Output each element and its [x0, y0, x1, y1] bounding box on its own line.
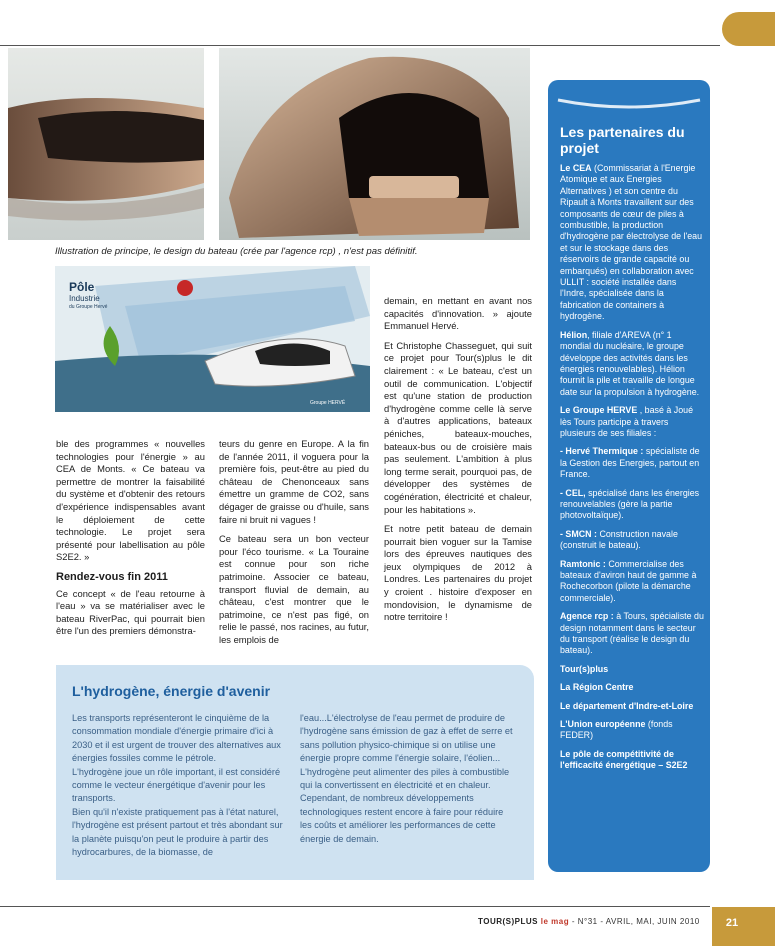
sidebar-body — [560, 163, 704, 779]
partner-description: Construction navale (construit le bateau). — [560, 528, 678, 551]
partner-item — [560, 749, 704, 772]
partner-item — [560, 701, 704, 712]
sidebar-title: Les partenaires du projet — [560, 124, 685, 156]
col2-paragraph-1: teurs du genre en Europe. A la fin de l'année 2011, il voguera pour la première fois, peut-être au pied du château de Chenonceaux sans émettre un gramme de CO2, sans dégager de graisse ou d'huile, sans faire ni bruit ni vagues ! — [219, 438, 369, 525]
top-rule — [0, 45, 720, 46]
boat-photo-right — [219, 48, 530, 240]
partner-item — [560, 488, 704, 522]
partner-name: Tour(s)plus — [560, 663, 609, 674]
partner-name: L'Union européenne — [560, 719, 646, 730]
hydrogen-left-column — [72, 712, 287, 859]
article-column-2 — [219, 438, 369, 654]
boat-photo-left — [8, 48, 204, 240]
col3-paragraph-2: Et Christophe Chasseguet, qui suit ce projet pour Tour(s)plus le dit clairement : « Le bateau, c'est un outil de communication. L'objectif est qu'une station de production d'hydrogène comme celle là serve à d'autres applications, bateaux péniches, bateaux-mouches, bateaux-bus ou de croisière mais pas seulement. L'ambition à plus long terme serait, pourquoi pas, de développer des systèmes de cogénération, électricité et chaleur, pour les habitations ». — [384, 339, 532, 515]
partner-description: Commercialise des bateaux d'aviron haut de gamme à Rochecorbon (pilote la démarche commerciale). — [560, 558, 697, 603]
partner-item — [560, 446, 704, 480]
hydrogen-left-p3: Bien qu'il n'existe pratiquement pas à l'état naturel, l'hydrogène est présent partout et très abondant sur la planète puisqu'on peut le produire à partir des hydrocarbures, de la biomasse, de — [72, 806, 283, 858]
top-corner-tab — [722, 12, 775, 46]
partner-name: Le pôle de compétitivité de l'efficacité énergétique – S2E2 — [560, 748, 688, 771]
footer-line — [478, 917, 700, 926]
ad-logo: Groupe HERVÉ — [310, 400, 346, 406]
hydrogen-right-p1: l'eau...L'électrolyse de l'eau permet de produire de l'hydrogène sans émission de gaz à effet de serre et sans pollution physico-chimique si on utilise une énergie propre comme l'énergie solaire, l'éolien... — [300, 713, 513, 764]
ad-brand-small: du Groupe Hervé — [69, 304, 108, 310]
partner-name: Ramtonic : — [560, 558, 606, 569]
footer-mag: le mag — [540, 917, 570, 926]
partner-name: - Hervé Thermique : — [560, 446, 644, 457]
partner-item — [560, 559, 704, 605]
partner-name: - SMCN : — [560, 528, 597, 539]
hydrogen-left-p2: L'hydrogène joue un rôle important, il est considéré comme le vecteur énergétique d'avenir pour les transports. — [72, 766, 281, 804]
partner-item — [560, 664, 704, 675]
col3-paragraph-1: demain, en mettant en avant nos capacités d'innovation. » ajoute Emmanuel Hervé. — [384, 295, 532, 332]
col1-paragraph-1: ble des programmes « nouvelles technologies pour l'énergie » au CEA de Monts. « Ce bateau va permettre de montrer la faisabilité du système et d'obtenir des retours d'expérience indispensables avant le déploiement de cette technologie. Le projet sera présenté pour labellisation au pôle S2E2. » — [56, 438, 205, 563]
hydrogen-left-p1: Les transports représenteront le cinquième de la consommation mondiale d'énergie primaire d'ici à 2030 et il est urgent de trouver des alternatives aux énergies fossiles comme le pétrole. — [72, 713, 281, 764]
partner-item — [560, 682, 704, 693]
hydrogen-box-title: L'hydrogène, énergie d'avenir — [72, 683, 271, 699]
col3-paragraph-3: Et notre petit bateau de demain pourrait bien voguer sur la Tamise lors des épreuves nautiques des jeux olympiques de 2012 à Londres. Les partenaires du projet y croient . histoire d'exposer en mondovision, le dynamisme de notre territoire ! — [384, 523, 532, 623]
article-column-1 — [56, 438, 205, 645]
page-number: 21 — [725, 917, 739, 929]
partner-name: Le département d'Indre-et-Loire — [560, 700, 694, 711]
partner-item — [560, 611, 704, 657]
hydrogen-right-p2: L'hydrogène peut alimenter des piles à combustible qui la convertissent en électricité et en chaleur. Cependant, de nombreux développements technologiques restent encore à faire pour réduire les coûts et améliorer les performances de cette énergie de demain. — [300, 766, 510, 844]
partner-name: Le Groupe HERVE — [560, 405, 638, 416]
partner-description: spécialisé dans les énergies renouvelables (gère la partie photovoltaïque). — [560, 487, 700, 521]
footer-brand: TOUR(S)PLUS — [478, 917, 539, 926]
col1-subhead: Rendez-vous fin 2011 — [56, 570, 168, 583]
partner-item — [560, 163, 704, 323]
bottom-rule — [0, 906, 710, 907]
partner-name: Hélion — [560, 329, 588, 340]
partner-item — [560, 719, 704, 742]
pole-industrie-ad — [55, 266, 370, 412]
partner-description: (fonds FEDER) — [560, 719, 673, 741]
ad-brand-sub: Industrie — [69, 294, 100, 303]
partner-description: , basé à Joué lès Tours participe à travers plusieurs de ses filiales : — [560, 405, 694, 438]
partner-description: à Tours, spécialiste du design notamment dans le secteur du transport (réalise le design du bateau). — [560, 611, 704, 656]
hydrogen-right-column — [300, 712, 515, 846]
footer-issue: - N°31 - AVRIL, MAI, JUIN 2010 — [571, 917, 700, 926]
partner-name: Agence rcp : — [560, 611, 614, 622]
partner-description: , filiale d'AREVA (n° 1 mondial du nucléaire, le groupe développe des activités dans les énergies renouvelables). Hélion fournit la pile et travaille de longue date sur la propulsion à hydrogène. — [560, 329, 700, 397]
partner-item — [560, 529, 704, 552]
partner-name: Le CEA — [560, 163, 592, 173]
partner-description: spécialiste de la Gestion des Energies, partout en France. — [560, 446, 700, 480]
partner-name: - CEL, — [560, 487, 586, 498]
partner-name: La Région Centre — [560, 682, 634, 693]
article-column-3 — [384, 295, 532, 631]
partner-item — [560, 405, 704, 439]
col2-paragraph-2: Ce bateau sera un bon vecteur pour l'éco tourisme. « La Touraine est connue pour son riche patrimoine. Associer ce bateau, transport fluvial de demain, au château, c'est montrer que le patrimoine, ce n'est pas figé, on relie le passé, nos racines, au futur, les emplois de — [219, 533, 369, 645]
photo-caption: Illustration de principe, le design du bateau (crée par l'agence rcp) , n'est pas définitif. — [55, 246, 418, 257]
partner-item — [560, 330, 704, 398]
ladybug-icon — [177, 280, 193, 296]
partner-description: (Commissariat à l'Energie Atomique et aux Energies Alternatives ) et son centre du Ripault à Monts travaillent sur des composants de cœur de piles à combustible, la production d'hydrogène par électrolyse de l'eau et sur le stockage dans des réservoirs de grande capacité ou embarqués) en collaboration avec ULLIT : société installée dans l'Indre, spécialisée dans la fabrication de containers à hydrogène. — [560, 163, 703, 322]
ad-brand: Pôle — [69, 280, 95, 294]
col1-paragraph-2: Ce concept « de l'eau retourne à l'eau » va se matérialiser avec le bateau RiverPac, qui pourrait bien être l'un des premiers démonstra- — [56, 587, 205, 637]
